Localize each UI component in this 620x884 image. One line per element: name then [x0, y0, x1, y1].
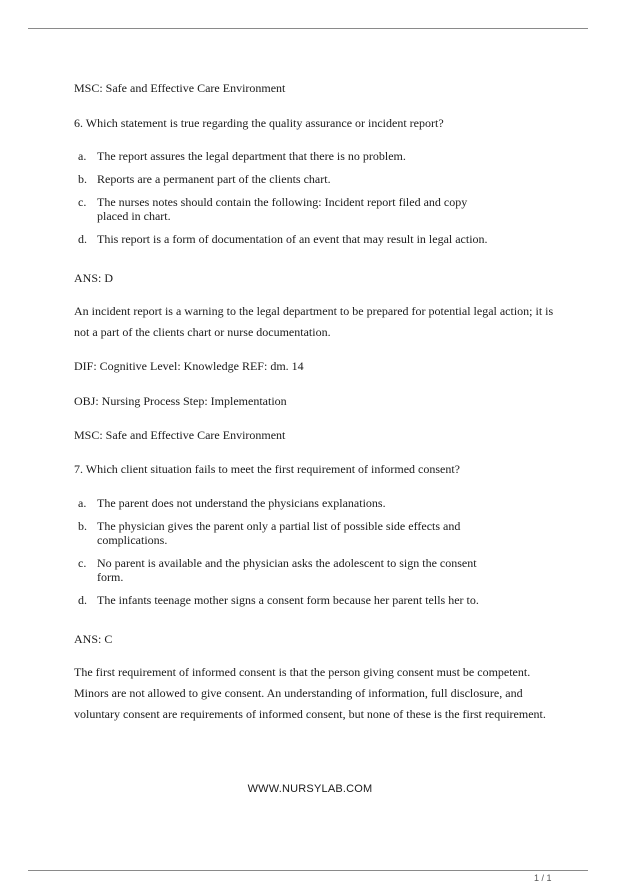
- option-letter: c.: [78, 195, 87, 209]
- q6-dif: DIF: Cognitive Level: Knowledge REF: dm. 14: [74, 359, 304, 373]
- question-6: 6. Which statement is true regarding the quality assurance or incident report?: [74, 116, 444, 130]
- option-letter: b.: [78, 172, 87, 186]
- option-text: Reports are a permanent part of the clients chart.: [97, 172, 331, 186]
- option-text: The infants teenage mother signs a consent form because her parent tells her to.: [97, 593, 479, 607]
- option-text: The physician gives the parent only a partial list of possible side effects and complications.: [97, 519, 461, 547]
- option-text: The parent does not understand the physicians explanations.: [97, 496, 386, 510]
- question-7: 7. Which client situation fails to meet the first requirement of informed consent?: [74, 462, 460, 476]
- option-text: No parent is available and the physician asks the adolescent to sign the consent form.: [97, 556, 477, 584]
- q6-answer: ANS: D: [74, 271, 114, 285]
- option-text: The nurses notes should contain the following: Incident report filed and copy placed in chart.: [97, 195, 468, 223]
- option-text: The report assures the legal department that there is no problem.: [97, 149, 406, 163]
- option-letter: d.: [78, 232, 87, 246]
- q7-rationale: The first requirement of informed consent is that the person giving consent must be competent. Minors are not allowed to give consent. An understanding of information, full disclosure, and voluntary consent are requirements of informed consent, but none of these is the first requirement.: [74, 665, 546, 721]
- option-letter: a.: [78, 149, 87, 163]
- option-letter: d.: [78, 593, 87, 607]
- option-letter: a.: [78, 496, 87, 510]
- page-number: 1 / 1: [534, 873, 552, 883]
- option-letter: b.: [78, 519, 87, 533]
- q6-msc: MSC: Safe and Effective Care Environment: [74, 428, 286, 442]
- q6-rationale: An incident report is a warning to the legal department to be prepared for potential legal action; it is not a part of the clients chart or nurse documentation.: [74, 304, 554, 339]
- footer-website: WWW.NURSYLAB.COM: [247, 783, 373, 795]
- top-divider: [28, 28, 588, 29]
- q6-obj: OBJ: Nursing Process Step: Implementation: [74, 394, 287, 408]
- msc-line: MSC: Safe and Effective Care Environment: [74, 81, 286, 95]
- bottom-divider: [28, 870, 588, 871]
- option-letter: c.: [78, 556, 87, 570]
- option-text: This report is a form of documentation of an event that may result in legal action.: [97, 232, 488, 246]
- q7-answer: ANS: C: [74, 632, 113, 646]
